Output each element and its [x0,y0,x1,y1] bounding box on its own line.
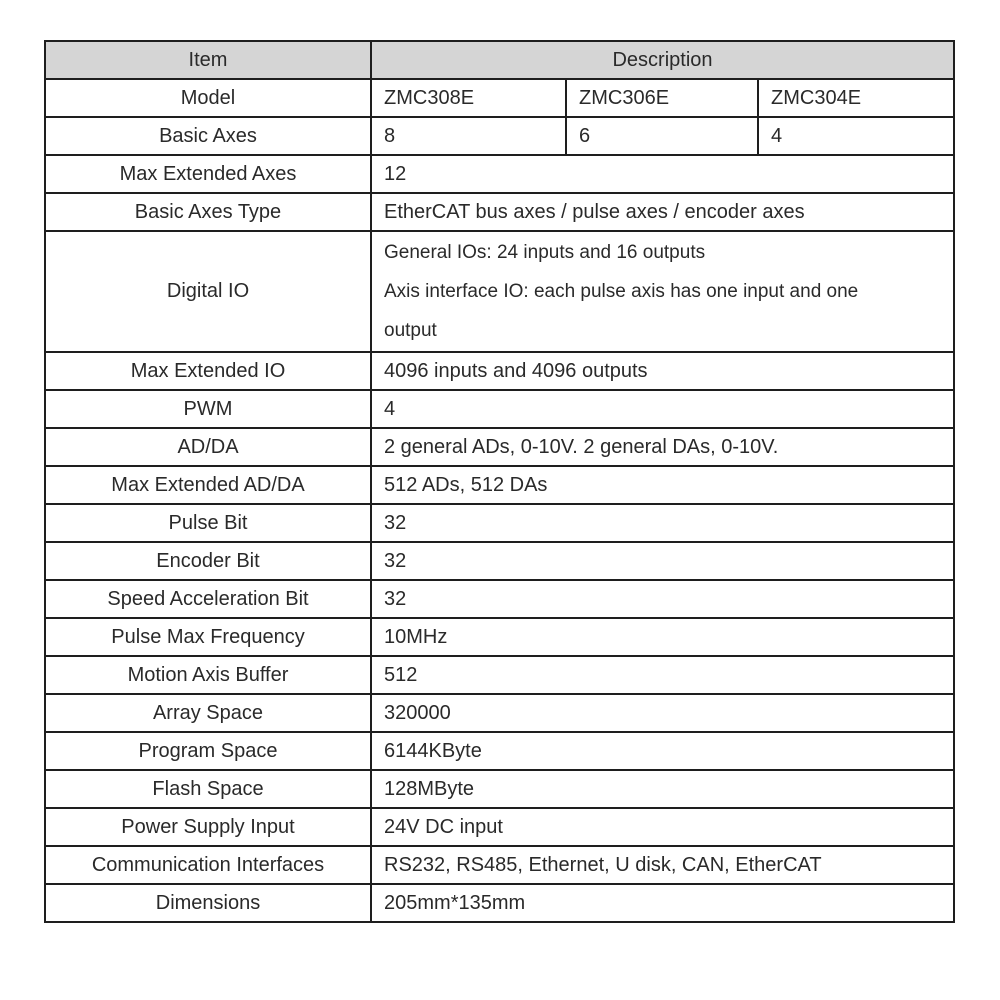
row-digital-io-value [371,231,954,352]
row-dimensions-value: 205mm*135mm [371,884,954,922]
row-max-extended-io [45,352,954,390]
row-basic-axes [45,117,954,155]
row-max-extended-axes-label: Max Extended Axes [45,155,371,193]
digital-io-line-3: output [384,320,437,341]
row-digital-io-label: Digital IO [45,231,371,352]
row-max-extended-ad-da-label: Max Extended AD/DA [45,466,371,504]
row-pulse-bit [45,504,954,542]
row-model [45,79,954,117]
row-digital-io [45,231,954,352]
basic-axes-value-2: 6 [566,117,758,155]
row-speed-acceleration-bit-label: Speed Acceleration Bit [45,580,371,618]
row-ad-da [45,428,954,466]
row-pwm-label: PWM [45,390,371,428]
row-pwm [45,390,954,428]
column-header-item: Item [45,41,371,79]
row-speed-acceleration-bit [45,580,954,618]
row-communication-interfaces-value: RS232, RS485, Ethernet, U disk, CAN, EtherCAT [371,846,954,884]
row-array-space-label: Array Space [45,694,371,732]
row-basic-axes-type-value: EtherCAT bus axes / pulse axes / encoder axes [371,193,954,231]
row-program-space [45,732,954,770]
row-pulse-bit-value: 32 [371,504,954,542]
row-basic-axes-type-label: Basic Axes Type [45,193,371,231]
row-dimensions [45,884,954,922]
row-max-extended-io-label: Max Extended IO [45,352,371,390]
row-array-space [45,694,954,732]
row-pwm-value: 4 [371,390,954,428]
row-encoder-bit [45,542,954,580]
row-program-space-value: 6144KByte [371,732,954,770]
row-basic-axes-type [45,193,954,231]
row-max-extended-ad-da-value: 512 ADs, 512 DAs [371,466,954,504]
digital-io-line-2: Axis interface IO: each pulse axis has one input and one [384,281,859,302]
row-max-extended-ad-da [45,466,954,504]
row-motion-axis-buffer-label: Motion Axis Buffer [45,656,371,694]
row-flash-space-value: 128MByte [371,770,954,808]
model-value-2: ZMC306E [566,79,758,117]
row-power-supply-input-label: Power Supply Input [45,808,371,846]
model-value-3: ZMC304E [758,79,954,117]
row-array-space-value: 320000 [371,694,954,732]
digital-io-line-1: General IOs: 24 inputs and 16 outputs [384,242,706,263]
row-pulse-max-frequency [45,618,954,656]
basic-axes-value-1: 8 [371,117,566,155]
row-model-label: Model [45,79,371,117]
spec-table [44,40,955,923]
model-value-1: ZMC308E [371,79,566,117]
row-max-extended-axes [45,155,954,193]
row-max-extended-axes-value: 12 [371,155,954,193]
row-power-supply-input-value: 24V DC input [371,808,954,846]
column-header-description: Description [371,41,954,79]
row-motion-axis-buffer-value: 512 [371,656,954,694]
row-communication-interfaces [45,846,954,884]
row-program-space-label: Program Space [45,732,371,770]
row-pulse-bit-label: Pulse Bit [45,504,371,542]
row-dimensions-label: Dimensions [45,884,371,922]
row-ad-da-value: 2 general ADs, 0-10V. 2 general DAs, 0-10V. [371,428,954,466]
row-basic-axes-label: Basic Axes [45,117,371,155]
row-max-extended-io-value: 4096 inputs and 4096 outputs [371,352,954,390]
row-motion-axis-buffer [45,656,954,694]
row-encoder-bit-value: 32 [371,542,954,580]
row-speed-acceleration-bit-value: 32 [371,580,954,618]
row-flash-space-label: Flash Space [45,770,371,808]
row-ad-da-label: AD/DA [45,428,371,466]
row-power-supply-input [45,808,954,846]
row-pulse-max-frequency-label: Pulse Max Frequency [45,618,371,656]
row-communication-interfaces-label: Communication Interfaces [45,846,371,884]
row-pulse-max-frequency-value: 10MHz [371,618,954,656]
row-flash-space [45,770,954,808]
basic-axes-value-3: 4 [758,117,954,155]
row-encoder-bit-label: Encoder Bit [45,542,371,580]
table-header-row [45,41,954,79]
